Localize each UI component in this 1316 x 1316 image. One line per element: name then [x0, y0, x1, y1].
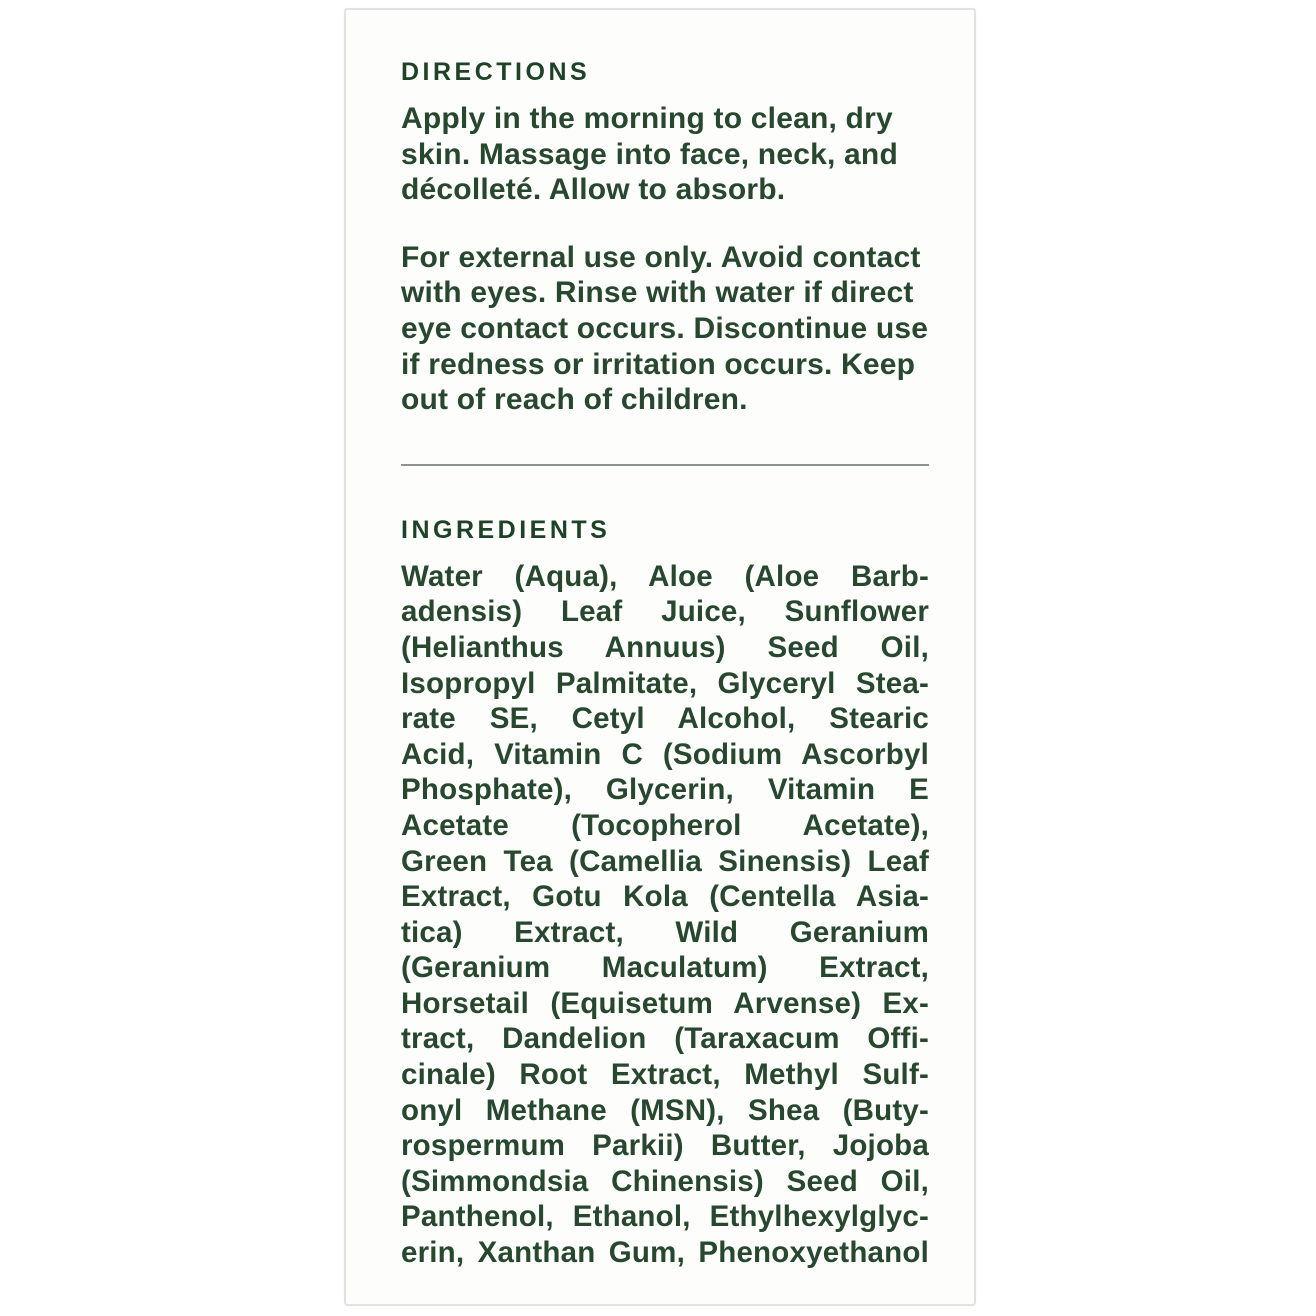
text-line: Isopropyl Palmitate, Glyceryl Stea-	[401, 666, 929, 700]
text-line: cinale) Root Extract, Methyl Sulf-	[401, 1058, 929, 1092]
directions-heading: DIRECTIONS	[401, 58, 591, 86]
text-line: eye contact occurs. Discontinue use	[401, 311, 929, 345]
text-line: rospermum Parkii) Butter, Jojoba	[401, 1129, 929, 1163]
ingredients-heading: INGREDIENTS	[401, 515, 611, 544]
text-line: Apply in the morning to clean, dry	[401, 102, 893, 135]
text-line: (Simmondsia Chinensis) Seed Oil,	[401, 1164, 929, 1198]
text-line: tract, Dandelion (Taraxacum Offi-	[401, 1022, 929, 1056]
text-line: onyl Methane (MSN), Shea (Buty-	[401, 1093, 929, 1127]
product-label-panel	[344, 8, 976, 1306]
directions-usage-paragraph	[401, 101, 929, 208]
text-line: Panthenol, Ethanol, Ethylhexylglyc-	[401, 1200, 929, 1234]
directions-section	[401, 58, 929, 418]
text-line: skin. Massage into face, neck, and	[401, 137, 898, 171]
text-line: adensis) Leaf Juice, Sunflower	[401, 595, 929, 629]
directions-warning-paragraph	[401, 240, 929, 418]
text-line: Horsetail (Equisetum Arvense) Ex-	[401, 986, 929, 1020]
text-line: Acid, Vitamin C (Sodium Ascorbyl	[401, 737, 929, 771]
text-line: with eyes. Rinse with water if direct	[401, 276, 914, 310]
text-line: Phosphate), Glycerin, Vitamin E	[401, 773, 929, 807]
text-line: rate SE, Cetyl Alcohol, Stearic	[401, 702, 929, 736]
text-line: décolleté. Allow to absorb.	[401, 173, 786, 207]
text-line: tica) Extract, Wild Geranium	[401, 915, 929, 949]
text-line: Green Tea (Camellia Sinensis) Leaf	[401, 844, 929, 878]
ingredients-section	[401, 516, 929, 1271]
text-line: For external use only. Avoid contact	[401, 240, 921, 274]
text-line: (Geranium Maculatum) Extract,	[401, 951, 929, 985]
text-line: Acetate (Tocopherol Acetate),	[401, 808, 929, 842]
text-line: if redness or irritation occurs. Keep	[401, 347, 916, 381]
text-line: out of reach of children.	[401, 383, 748, 417]
ingredients-list	[401, 559, 929, 1271]
text-line: (Helianthus Annuus) Seed Oil,	[401, 630, 929, 664]
text-line: Extract, Gotu Kola (Centella Asia-	[401, 880, 929, 914]
text-line: erin, Xanthan Gum, Phenoxyethanol	[401, 1236, 929, 1270]
text-line: Water (Aqua), Aloe (Aloe Barb-	[401, 559, 929, 593]
section-divider	[401, 464, 929, 466]
